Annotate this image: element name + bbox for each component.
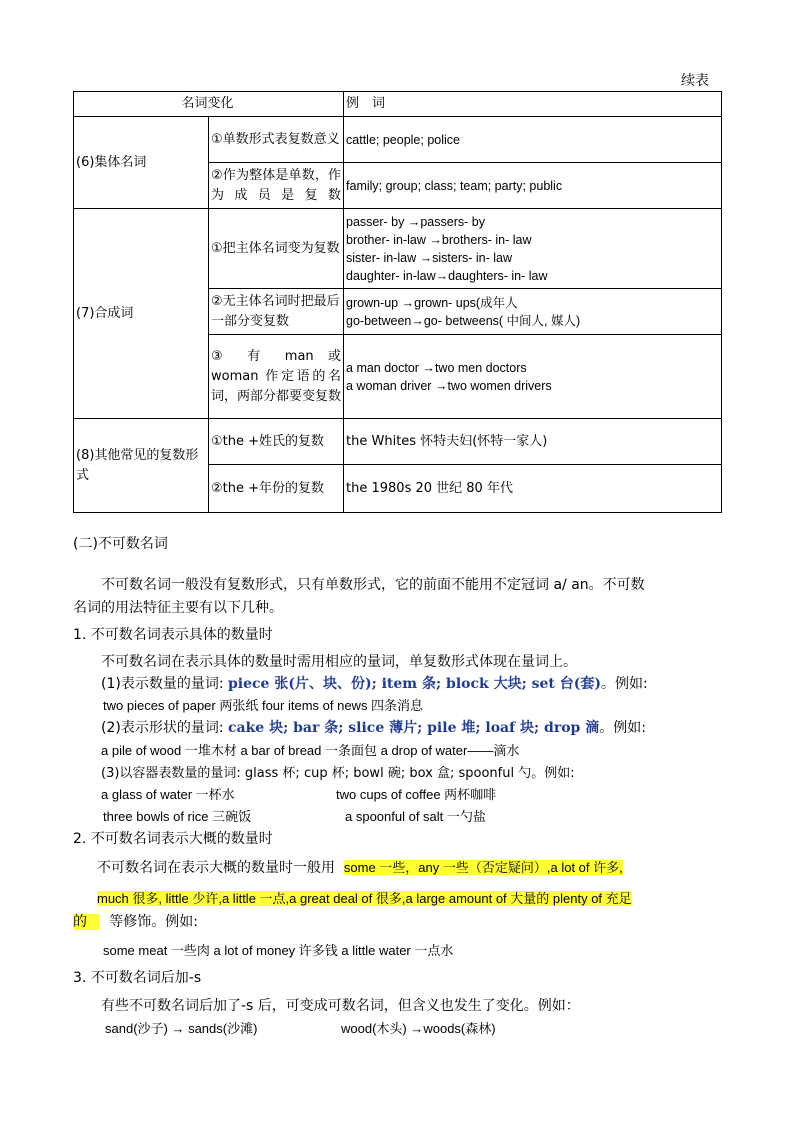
example-cell: cattle; people; police bbox=[344, 117, 722, 163]
rule-cell: ②the +年份的复数 bbox=[209, 465, 344, 513]
header-noun-change: 名词变化 bbox=[74, 92, 344, 117]
subsection-3-title: 3. 不可数名词后加-s bbox=[73, 970, 202, 986]
highlight-line-end bbox=[73, 911, 198, 931]
rule-cell: ③ 有 man 或 woman 作定语的名词，两部分都要变复数 bbox=[209, 335, 344, 419]
example-line: two pieces of paper 两张纸 four items of news 四条消息 bbox=[103, 698, 424, 713]
container-words-line: (3)以容器表数量的量词: glass 杯; cup 杯; bowl 碗; box 盒; spoonful 勺。例如: bbox=[101, 766, 575, 781]
label-text: 。例如: bbox=[601, 676, 648, 692]
example-line: daughter- in-law→daughters- in- law bbox=[346, 268, 548, 283]
example-line: a glass of water 一杯水 bbox=[101, 787, 235, 802]
table-row bbox=[74, 209, 722, 289]
highlight-line bbox=[97, 888, 632, 907]
table-header-row bbox=[74, 92, 722, 117]
highlight-words: piece 张(片、块、份); item 条; block 大块; set 台(套) bbox=[228, 676, 601, 692]
example-line: sister- in-law →sisters- in- law bbox=[346, 250, 513, 265]
rule-cell: ①单数形式表复数意义 bbox=[209, 117, 344, 163]
label-text: 不可数名词在表示大概的数量时一般用 bbox=[97, 860, 335, 876]
example-line: passer- by →passers- by bbox=[346, 214, 485, 229]
shape-words-line bbox=[101, 717, 646, 737]
example-line: brother- in-law →brothers- in- law bbox=[346, 232, 532, 247]
highlight-words: some 一些，any 一些（否定疑问）,a lot of 许多, bbox=[343, 860, 623, 875]
subsection-3-desc: 有些不可数名词后加了-s 后，可变成可数名词，但含义也发生了变化。例如： bbox=[101, 998, 580, 1014]
subsection-1-title: 1. 不可数名词表示具体的数量时 bbox=[73, 627, 273, 643]
example-line: a spoonful of salt 一勺盐 bbox=[345, 809, 486, 824]
section-title: (二)不可数名词 bbox=[73, 536, 168, 552]
intro-line-2: 名词的用法特征主要有以下几种。 bbox=[73, 600, 283, 616]
label-text: (1)表示数量的量词: bbox=[101, 676, 228, 692]
noun-plural-table bbox=[73, 91, 722, 513]
label-text: 。例如: bbox=[599, 720, 646, 736]
rule-cell: ②作为整体是单数，作为成员是复数 bbox=[209, 163, 344, 209]
example-cell bbox=[344, 209, 722, 289]
highlight-words: 的 bbox=[73, 914, 87, 930]
subsection-1-desc: 不可数名词在表示具体的数量时需用相应的量词，单复数形式体现在量词上。 bbox=[101, 654, 577, 670]
example-cell bbox=[344, 335, 722, 419]
example-cell: the Whites 怀特夫妇(怀特一家人) bbox=[344, 419, 722, 465]
label-text: (2)表示形状的量词: bbox=[101, 720, 228, 736]
highlight-words: much 很多, little 少许,a little 一点,a great deal of 很多,a large amount of 大量的 plenty of 充足 bbox=[97, 891, 632, 906]
example-line: two cups of coffee 两杯咖啡 bbox=[336, 787, 497, 802]
intro-line-1: 不可数名词一般没有复数形式，只有单数形式，它的前面不能用不定冠词 a/ an。不可数 bbox=[101, 577, 645, 593]
rule-cell: ①把主体名词变为复数 bbox=[209, 209, 344, 289]
quantity-words-line bbox=[101, 673, 648, 693]
example-line: a man doctor →two men doctors bbox=[346, 360, 527, 375]
example-line: a pile of wood 一堆木材 a bar of bread 一条面包 a drop of water——滴水 bbox=[101, 743, 520, 758]
example-line: wood(木头) →woods(森林) bbox=[341, 1021, 496, 1036]
group-name: (6)集体名词 bbox=[74, 117, 209, 209]
rule-cell: ①the +姓氏的复数 bbox=[209, 419, 344, 465]
subsection-2-title: 2. 不可数名词表示大概的数量时 bbox=[73, 831, 273, 847]
header-examples: 例 词 bbox=[344, 92, 722, 117]
example-cell bbox=[344, 289, 722, 335]
highlight-words: cake 块; bar 条; slice 薄片; pile 堆; loaf 块; drop 滴 bbox=[228, 720, 600, 736]
example-line: grown-up →grown- ups(成年人 bbox=[346, 295, 518, 310]
example-line: a woman driver →two women drivers bbox=[346, 378, 552, 393]
example-line: three bowls of rice 三碗饭 bbox=[103, 809, 252, 824]
example-line: some meat 一些肉 a lot of money 许多钱 a little water 一点水 bbox=[103, 943, 454, 958]
example-cell: family; group; class; team; party; public bbox=[344, 163, 722, 209]
continuation-label: 续表 bbox=[681, 73, 709, 89]
example-cell: the 1980s 20 世纪 80 年代 bbox=[344, 465, 722, 513]
subsection-2-desc bbox=[97, 857, 623, 877]
table-row bbox=[74, 117, 722, 163]
group-name: (8)其他常见的复数形式 bbox=[74, 419, 209, 513]
group-name: (7)合成词 bbox=[74, 209, 209, 419]
example-line: go-between→go- betweens( 中间人, 媒人) bbox=[346, 313, 581, 328]
label-text: 等修饰。例如: bbox=[109, 914, 198, 930]
example-line: sand(沙子) → sands(沙滩) bbox=[105, 1021, 258, 1036]
table-row bbox=[74, 419, 722, 465]
rule-cell: ②无主体名词时把最后一部分变复数 bbox=[209, 289, 344, 335]
